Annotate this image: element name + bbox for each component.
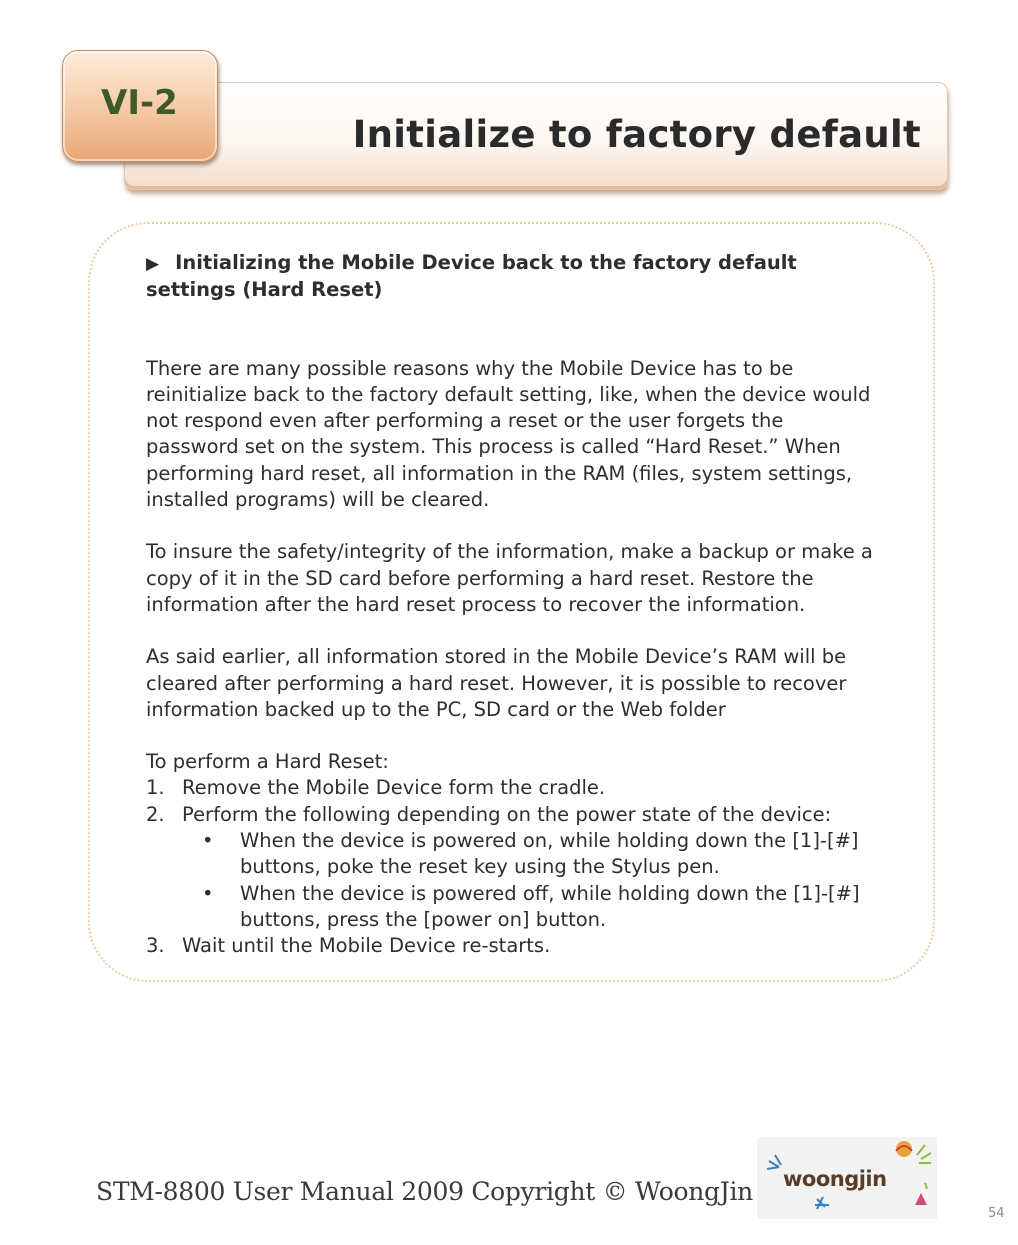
bullet-icon: •	[202, 881, 214, 905]
paragraph-reasons: There are many possible reasons why the Mobile Device has to be reinitialize back to the factory default setting, like, when the device would not respond even after performing a reset or the user forgets the password set on the system. This process is called “Hard Reset.” When performing hard reset, all information in the RAM (files, system settings, installed programs) will be cleared.	[146, 356, 871, 512]
logo-text: woongjin	[783, 1167, 887, 1191]
step-number: 1.	[146, 776, 165, 800]
bullet-item	[146, 881, 881, 934]
step-number: 3.	[146, 934, 165, 958]
list-item	[146, 933, 881, 959]
heading-text: Initializing the Mobile Device back to the factory default settings (Hard Reset)	[146, 251, 797, 302]
list-item	[146, 802, 881, 828]
bullet-text: When the device is powered on, while holding down the [1]-[#] buttons, poke the reset key using the Stylus pen.	[240, 829, 859, 879]
steps-intro: To perform a Hard Reset:	[146, 750, 389, 774]
list-item	[146, 775, 881, 801]
section-number: VI-2	[101, 83, 178, 123]
footer-copyright: STM-8800 User Manual 2009 Copyright © WoongJin	[96, 1177, 753, 1206]
paragraph-recover: As said earlier, all information stored in the Mobile Device’s RAM will be cleared after performing a hard reset. However, it is possible to recover information backed up to the PC, SD card or the Web folder	[146, 645, 847, 721]
section-heading	[146, 250, 881, 304]
title-bar	[124, 82, 948, 190]
bullet-item	[146, 828, 881, 881]
step-text: Wait until the Mobile Device re-starts.	[182, 934, 551, 958]
bullet-text: When the device is powered off, while holding down the [1]-[#] buttons, press the [power on] button.	[240, 881, 860, 931]
paragraph-backup: To insure the safety/integrity of the information, make a backup or make a copy of it in the SD card before performing a hard reset. Restore the information after the hard reset process to recover the information.	[146, 540, 873, 616]
woongjin-logo	[757, 1137, 937, 1219]
step-number: 2.	[146, 802, 165, 826]
step-text: Remove the Mobile Device form the cradle.	[182, 776, 606, 800]
step-text: Perform the following depending on the power state of the device:	[182, 802, 832, 826]
bullet-icon: •	[202, 829, 214, 853]
page-number: 54	[988, 1206, 1005, 1221]
arrow-right-icon: ▶	[146, 254, 160, 274]
section-badge	[62, 50, 218, 162]
page-title: Initialize to factory default	[352, 113, 921, 156]
content-body	[146, 250, 881, 960]
